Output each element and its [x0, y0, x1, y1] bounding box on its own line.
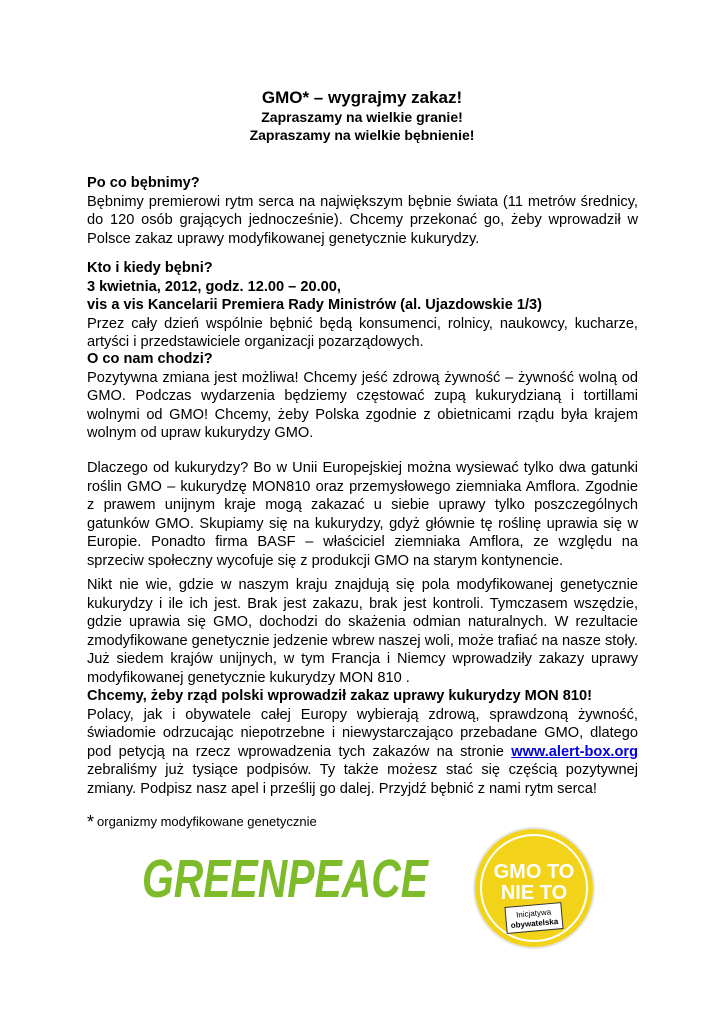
section-why-heading: Po co bębnimy? [87, 175, 200, 191]
petition-text-end: zebraliśmy już tysiące podpisów. Ty także możesz stać się częścią pozytywnej zmiany. Podpisz nasz apel i prześlij go dalej. Przyjdź bębnić z nami rytm serca! [87, 762, 638, 797]
greenpeace-logo-text: GREENPEACE [142, 849, 430, 908]
section-nobody-knows [87, 576, 638, 687]
event-date: 3 kwietnia, 2012, godz. 12.00 – 20.00, [87, 278, 341, 295]
greenpeace-logo [140, 842, 430, 908]
footnote-text: organizmy modyfikowane genetycznie [97, 814, 317, 829]
section-who-text: Przez cały dzień wspólnie bębnić będą konsumenci, rolnicy, naukowcy, kucharze, artyści i przedstawiciele organizacji pozarządowych. [87, 315, 638, 350]
section-goal-text: Pozytywna zmiana jest możliwa! Chcemy jeść zdrową żywność – żywność wolną od GMO. Podczas wydarzenia będziemy częstować zupą kukurydzianą i tortillami wolnymi od GMO! Chcemy, żeby Polska zgodnie z obietnicami rządu była krajem wolnym od upraw kukurydzy GMO. [87, 369, 638, 441]
badge-line2: NIE TO [500, 882, 568, 904]
section-why [87, 174, 638, 248]
section-petition-text [87, 706, 638, 799]
gmo-to-nie-to-badge [472, 826, 596, 950]
subtitle-bebnienie: Zapraszamy na wielkie bębnienie! [249, 127, 475, 143]
section-petition-heading: Chcemy, żeby rząd polski wprowadził zakaz uprawy kukurydzy MON 810! [87, 688, 592, 704]
badge-small1: Inicjatywa [515, 907, 552, 920]
badge-line1: GMO TO [493, 861, 575, 883]
section-corn-text: Dlaczego od kukurydzy? Bo w Unii Europejskiej można wysiewać tylko dwa gatunki roślin GMO – kukurydzę MON810 oraz przemysłowego ziemniaka Amflora. Zgodnie z prawem unijnym kraje mogą zakazać u siebie uprawy tylko poszczególnych gatunków GMO. Skupiamy się na kukurydzy, gdyż głównie tę roślinę uprawia się w Europie. Ponadto firma BASF – właściciel ziemniaka Amflora, ze względu na sprzeciw społeczny wycofuje się z produkcji GMO na starym kontynencie. [87, 460, 638, 569]
badge-small2: obywatelska [510, 916, 559, 931]
section-goal-heading: O co nam chodzi? [87, 351, 213, 367]
footnote [87, 812, 317, 833]
alert-box-link[interactable]: www.alert-box.org [511, 743, 638, 760]
section-corn [87, 459, 638, 570]
subtitle-granie: Zapraszamy na wielkie granie! [261, 109, 463, 125]
section-who-when [87, 259, 638, 352]
section-petition [87, 687, 638, 798]
petition-text-start: Polacy, jak i obywatele całej Europy wybierają zdrową, sprawdzoną żywność, świadomie odrzucając niepotrzebne i niewystarczająco przebadane GMO, dlatego pod petycją na rzecz wprowadzenia tych zakazów na stronie [87, 706, 638, 760]
section-goal [87, 350, 638, 443]
section-nobody-knows-text: Nikt nie wie, gdzie w naszym kraju znajdują się pola modyfikowanej genetycznie kukurydzy i ile ich jest. Brak jest zakazu, brak jest kontroli. Tymczasem wszędzie, gdzie uprawia się GMO, dochodzi do skażenia odmian naturalnych. W rezultacie zmodyfikowane genetycznie jedzenie wbrew naszej woli, może trafiać na nasze stoły. Już siedem krajów unijnych, w tym Francja i Niemcy wprowadziły zakazy uprawy modyfikowanej genetycznie kukurydzy MON 810 . [87, 577, 638, 686]
section-why-text: Bębnimy premierowi rytm serca na największym bębnie świata (11 metrów średnicy, do 120 osób grających jednocześnie). Chcemy przekonać go, żeby wprowadził w Polsce zakaz uprawy modyfikowanej genetycznie kukurydzy. [87, 193, 638, 247]
page-title: GMO* – wygrajmy zakaz! [261, 88, 463, 107]
section-who-heading: Kto i kiedy bębni? [87, 260, 213, 276]
footnote-asterisk: * [87, 812, 95, 832]
event-place: vis a vis Kancelarii Premiera Rady Ministrów (al. Ujazdowskie 1/3) [87, 297, 543, 313]
